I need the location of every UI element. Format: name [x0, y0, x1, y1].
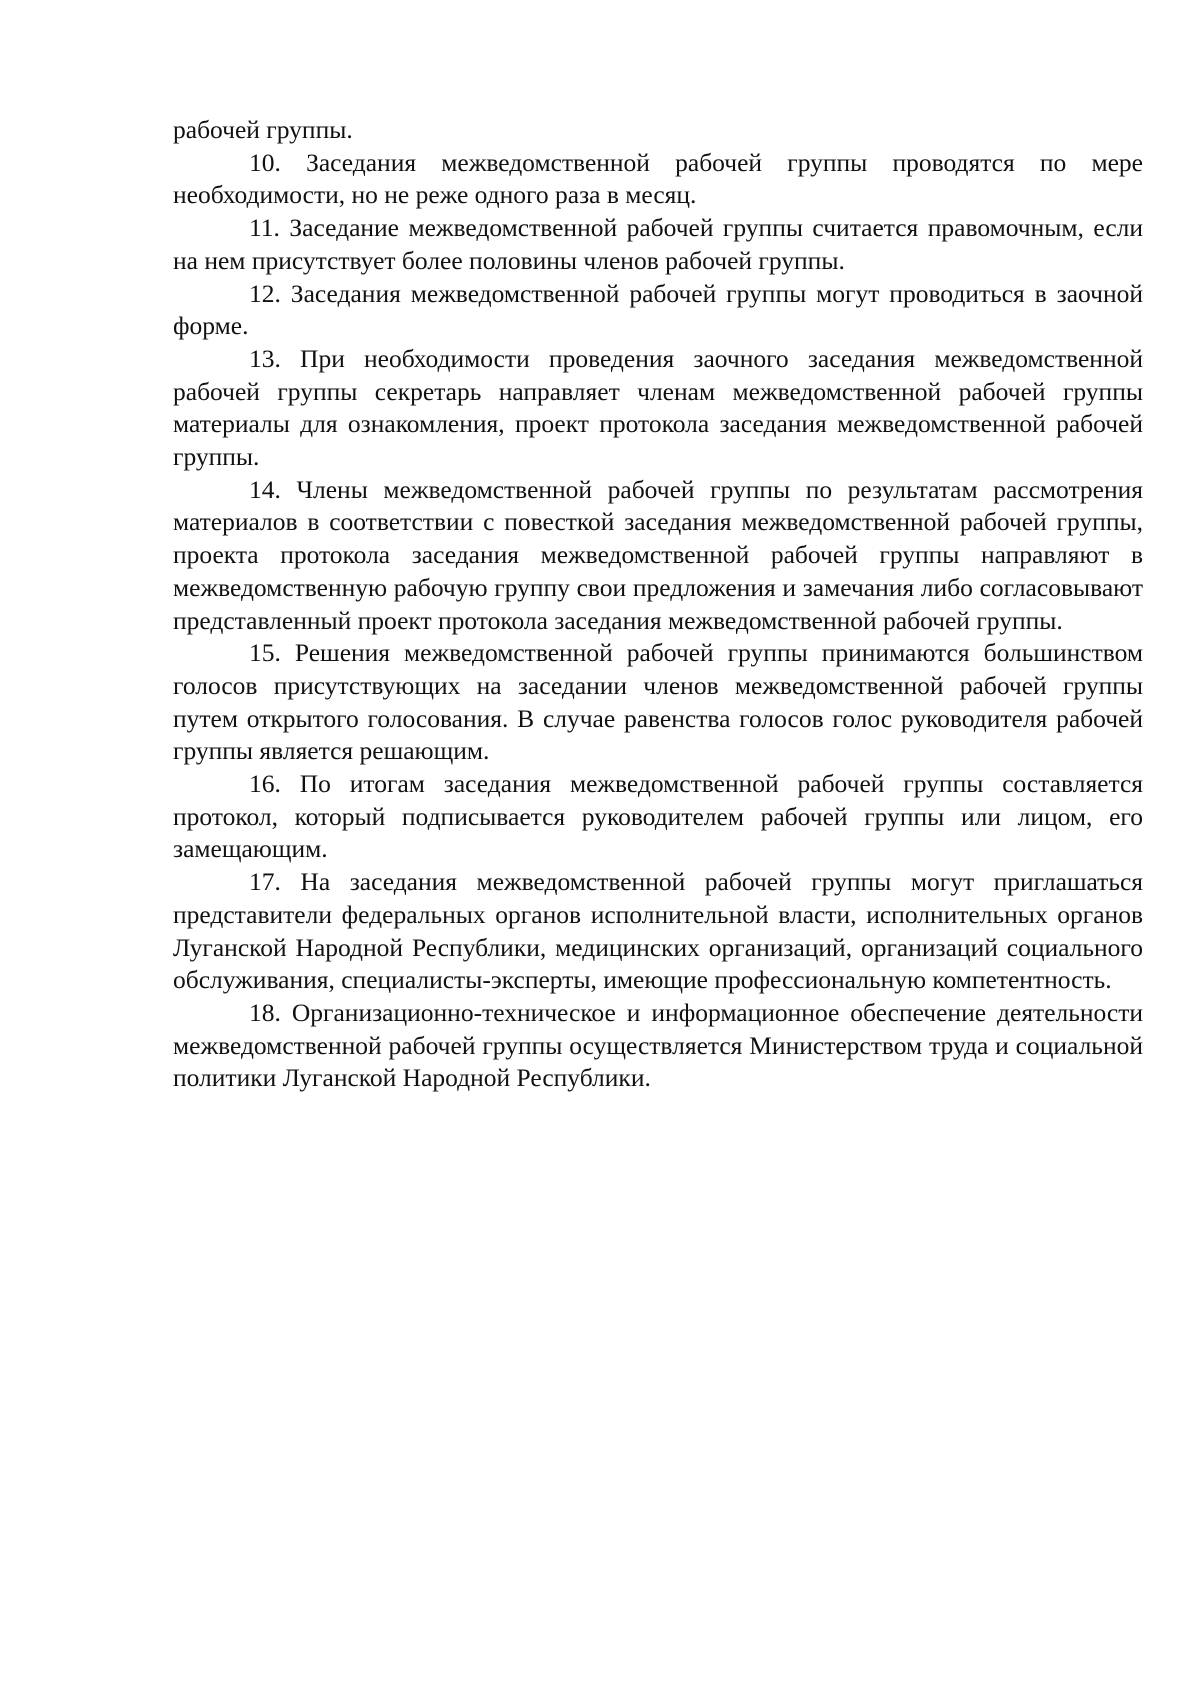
paragraph-15 [173, 637, 1143, 768]
paragraph-number: 18. [249, 997, 281, 1027]
paragraph-12 [173, 278, 1143, 343]
paragraph-14 [173, 474, 1143, 638]
paragraph-10 [173, 147, 1143, 212]
paragraph-text: При необходимости проведения заочного заседания межведомственной рабочей группы секретарь направляет членам межведомственной рабочей группы материалы для ознакомления, проект протокола заседания межведомственной рабочей группы. [173, 343, 1143, 472]
paragraph-11 [173, 212, 1143, 277]
paragraph-text: Организационно-техническое и информационное обеспечение деятельности межведомственной рабочей группы осуществляется Министерством труда и социальной политики Луганской Народной Республики. [173, 997, 1144, 1093]
paragraph-13 [173, 343, 1143, 474]
paragraph-17 [173, 866, 1143, 997]
paragraph-number: 15. [249, 638, 281, 668]
document-body [173, 114, 1143, 1095]
paragraph-text: Заседание межведомственной рабочей группы считается правомочным, если на нем присутствует более половины членов рабочей группы. [173, 213, 1144, 275]
paragraph-text: На заседания межведомственной рабочей группы могут приглашаться представители федеральных органов исполнительной власти, исполнительных органов Луганской Народной Республики, медицинских организаций, организаций социального обслуживания, специалисты-эксперты, имеющие профессиональную компетентность. [173, 867, 1143, 995]
paragraph-number: 11. [249, 213, 280, 243]
continuation-text: рабочей группы. [173, 115, 353, 144]
paragraph-number: 14. [249, 474, 281, 504]
paragraph-number: 17. [249, 867, 281, 897]
paragraph-number: 13. [249, 343, 281, 373]
paragraph-18 [173, 997, 1143, 1095]
paragraph-number: 12. [249, 278, 281, 308]
paragraph-text: Члены межведомственной рабочей группы по результатам рассмотрения материалов в соответствии с повесткой заседания межведомственной рабочей группы, проекта протокола заседания межведомственной рабочей группы направляют в межведомственную рабочую группу свои предложения и замечания либо согласовывают представленный проект протокола заседания межведомственной рабочей группы. [173, 474, 1143, 635]
paragraph-text: Решения межведомственной рабочей группы принимаются большинством голосов присутствующих на заседании членов межведомственной рабочей группы путем открытого голосования. В случае равенства голосов голос руководителя рабочей группы является решающим. [173, 638, 1143, 766]
paragraph-16 [173, 768, 1143, 866]
paragraph-number: 16. [249, 769, 281, 799]
paragraph-text: Заседания межведомственной рабочей группы могут проводиться в заочной форме. [173, 278, 1143, 341]
paragraph-number: 10. [249, 147, 281, 177]
paragraph-text: По итогам заседания межведомственной рабочей группы составляется протокол, который подписывается руководителем рабочей группы или лицом, его замещающим. [173, 769, 1143, 864]
paragraph-text: Заседания межведомственной рабочей группы проводятся по мере необходимости, но не реже одного раза в месяц. [173, 147, 1143, 210]
